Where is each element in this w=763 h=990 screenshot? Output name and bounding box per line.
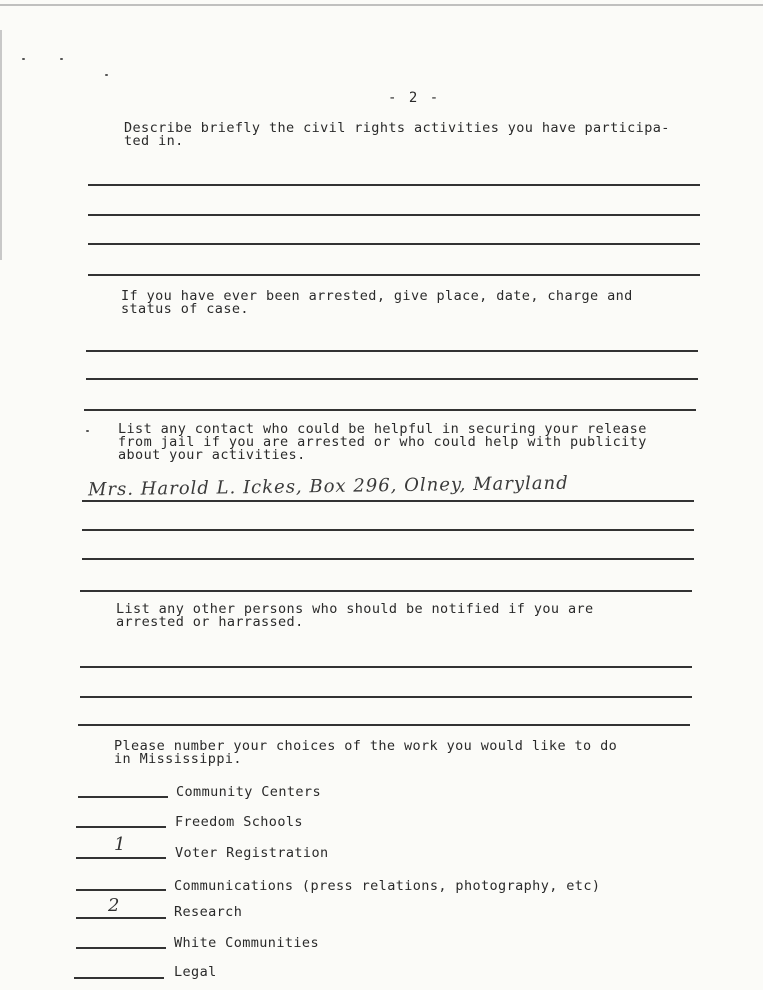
question-arrest-history: If you have ever been arrested, give place, date, charge and status of case. bbox=[121, 288, 633, 317]
answer-line[interactable] bbox=[88, 274, 700, 276]
choice-freedom-schools: Freedom Schools bbox=[175, 814, 303, 830]
choice-blank[interactable] bbox=[74, 977, 164, 979]
answer-line[interactable] bbox=[78, 724, 690, 726]
answer-line[interactable] bbox=[82, 529, 694, 531]
choice-white-communities: White Communities bbox=[174, 935, 319, 951]
question-notify-persons: List any other persons who should be notified if you are arrested or harrassed. bbox=[116, 601, 594, 630]
answer-line[interactable] bbox=[82, 558, 694, 560]
question-civil-rights-activities: Describe briefly the civil rights activities you have participa- ted in. bbox=[124, 120, 670, 149]
answer-line[interactable] bbox=[80, 666, 692, 668]
answer-line[interactable] bbox=[86, 378, 698, 380]
answer-line[interactable] bbox=[82, 500, 694, 502]
answer-line[interactable] bbox=[88, 214, 700, 216]
scan-speck bbox=[60, 58, 63, 60]
choice-legal: Legal bbox=[174, 964, 217, 980]
choice-research: Research bbox=[174, 904, 243, 920]
scan-top-edge bbox=[0, 4, 763, 6]
handwritten-contact-answer: Mrs. Harold L. Ickes, Box 296, Olney, Maryland bbox=[87, 472, 569, 501]
answer-line[interactable] bbox=[84, 409, 696, 411]
scan-left-edge bbox=[0, 30, 2, 260]
choice-blank[interactable] bbox=[76, 889, 166, 891]
choice-blank[interactable] bbox=[76, 917, 166, 919]
choice-blank[interactable] bbox=[76, 826, 166, 828]
scan-speck bbox=[22, 58, 25, 60]
choice-communications: Communications (press relations, photography, etc) bbox=[174, 878, 601, 894]
choice-blank[interactable] bbox=[78, 796, 168, 798]
scan-speck bbox=[86, 430, 89, 432]
page-number: - 2 - bbox=[388, 90, 441, 106]
choice-mark: 1 bbox=[114, 834, 126, 855]
question-work-choices: Please number your choices of the work you would like to do in Mississippi. bbox=[114, 738, 618, 767]
scan-speck bbox=[105, 74, 108, 76]
answer-line[interactable] bbox=[86, 350, 698, 352]
choice-mark: 2 bbox=[108, 895, 120, 916]
answer-line[interactable] bbox=[88, 184, 700, 186]
question-helpful-contact: List any contact who could be helpful in securing your release from jail if you are arrested or who could help with publicity about your activities. bbox=[118, 421, 647, 463]
choice-blank[interactable] bbox=[76, 947, 166, 949]
choice-community-centers: Community Centers bbox=[176, 784, 321, 800]
choice-blank[interactable] bbox=[76, 857, 166, 859]
answer-line[interactable] bbox=[80, 590, 692, 592]
answer-line[interactable] bbox=[80, 696, 692, 698]
answer-line[interactable] bbox=[88, 243, 700, 245]
choice-voter-registration: Voter Registration bbox=[175, 845, 329, 861]
